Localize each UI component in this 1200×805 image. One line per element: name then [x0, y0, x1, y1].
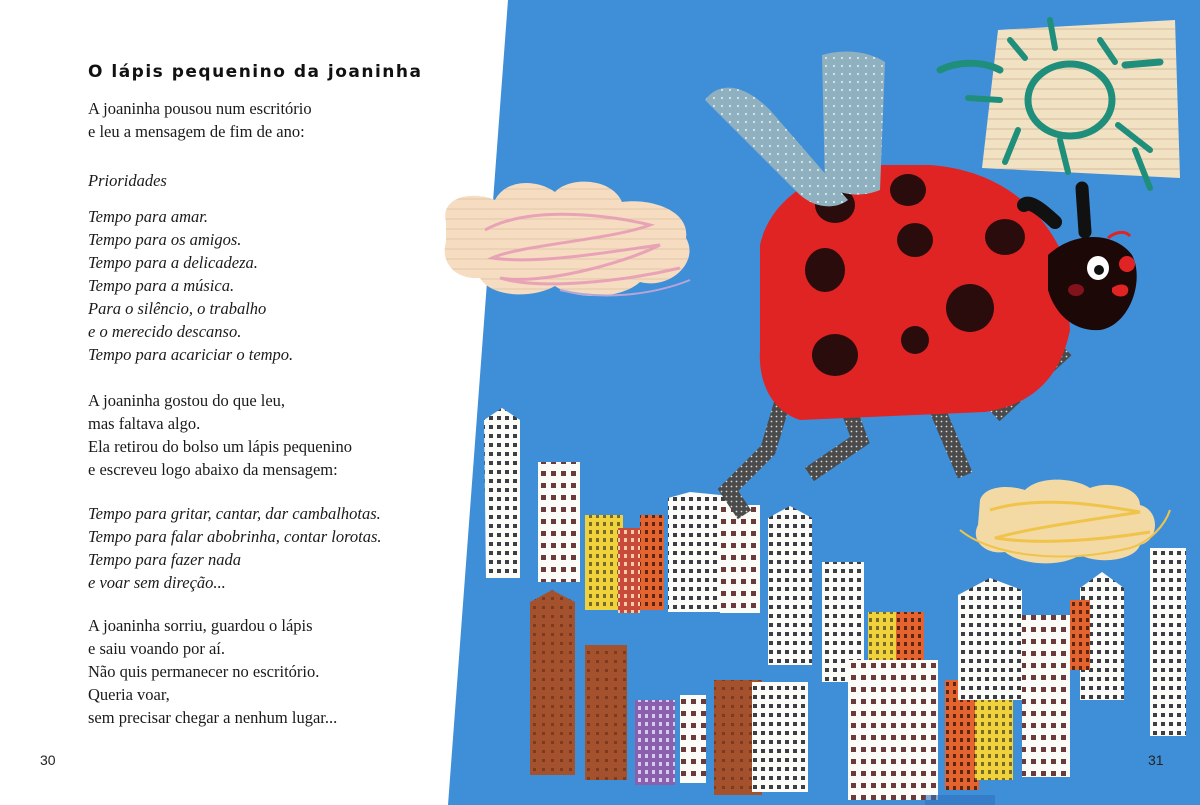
poem-line: Ela retirou do bolso um lápis pequenino [88, 437, 352, 456]
poem-line: Tempo para falar abobrinha, contar lorotas. [88, 527, 382, 546]
poem-line: e o merecido descanso. [88, 322, 242, 341]
poem-line: mas faltava algo. [88, 414, 201, 433]
poem-line: Para o silêncio, o trabalho [88, 299, 267, 318]
poem-line: A joaninha sorriu, guardou o lápis [88, 616, 313, 635]
poem-line: Tempo para a delicadeza. [88, 253, 258, 272]
poem-line: Não quis permanecer no escritório. [88, 662, 320, 681]
page-number-left: 30 [40, 752, 56, 768]
poem-line: e escreveu logo abaixo da mensagem: [88, 460, 338, 479]
poem-line: A joaninha gostou do que leu, [88, 391, 286, 410]
poem-line: Tempo para gritar, cantar, dar cambalhotas. [88, 504, 381, 523]
poem-line: e voar sem direção... [88, 573, 226, 592]
poem-line: Tempo para a música. [88, 276, 235, 295]
page-number-right: 31 [1148, 752, 1164, 768]
bottom-shadow [925, 795, 995, 805]
poem-line: e saiu voando por aí. [88, 639, 226, 658]
poem-line: A joaninha pousou num escritório [88, 99, 312, 118]
poem-line: Prioridades [88, 171, 167, 190]
poem-title: O lápis pequenino da joaninha [88, 62, 423, 82]
poem-line: e leu a mensagem de fim de ano: [88, 122, 305, 141]
poem-line: Tempo para os amigos. [88, 230, 242, 249]
poem-line: Tempo para acariciar o tempo. [88, 345, 294, 364]
poem-line: Queria voar, [88, 685, 170, 704]
poem-line: Tempo para fazer nada [88, 550, 241, 569]
poem-line: sem precisar chegar a nenhum lugar... [88, 708, 338, 727]
poem-line: Tempo para amar. [88, 207, 208, 226]
